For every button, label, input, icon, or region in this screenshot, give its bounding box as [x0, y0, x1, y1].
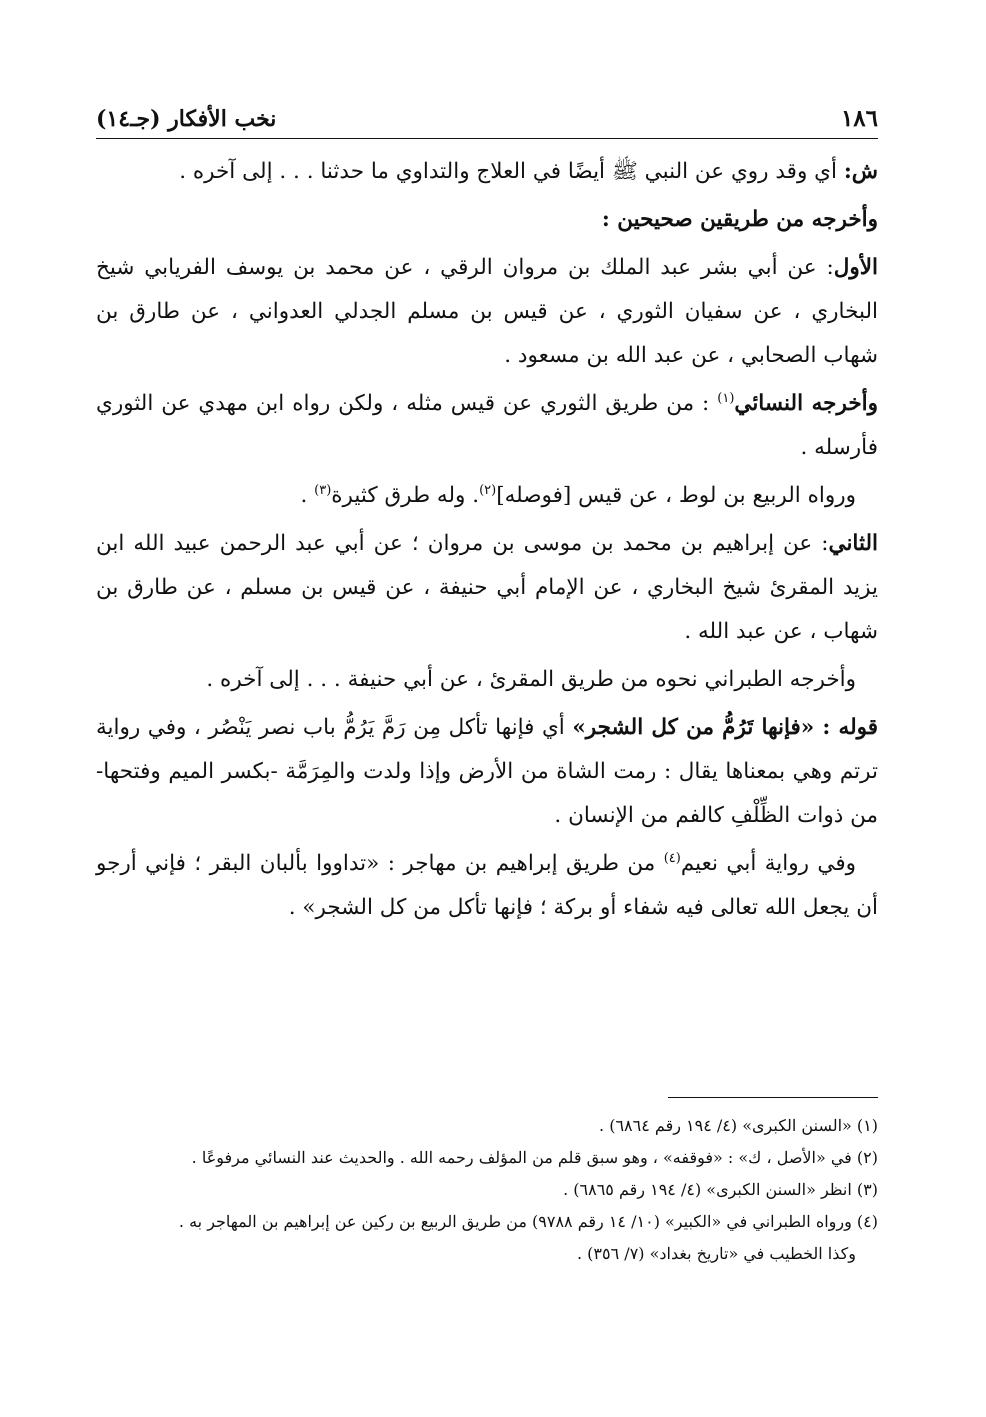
paragraph-first-chain — [96, 246, 878, 378]
footnote-3: (٣) انظر «السنن الكبرى» (٤/ ١٩٤ رقم ٦٨٦٥) . — [563, 1180, 878, 1199]
paragraph-lead: قوله : «فإنها تَرُمُّ من كل الشجر» — [572, 715, 879, 740]
paragraph-text: : عن أبي بشر عبد الملك بن مروان الرقي ، عن محمد بن يوسف الفريابي شيخ البخاري ، عن سفيان الثوري ، عن قيس بن مسلم الجدلي العدواني ، عن طارق بن شهاب الصحابي ، عن عبد الله بن مسعود . — [96, 255, 878, 368]
paragraph-text: أي فإنها تأكل مِن رَمَّ يَرُمُّ باب نصر يَنْصُر ، وفي رواية ترتم وهي بمعناها يقال : رمت الشاة من الأرض وإذا ولدت والمِرَمَّة -بكسر الميم وفتحها- من ذوات الظِّلْفِ كالفم من الإنسان . — [96, 715, 878, 828]
paragraph-text: . وله طرق كثيرة — [331, 483, 480, 508]
paragraph-heading — [96, 198, 878, 242]
footnotes — [96, 1110, 878, 1270]
paragraph-qawluhu — [96, 706, 878, 838]
paragraph-rabi — [96, 474, 878, 518]
footnote-divider — [668, 1097, 878, 1098]
paragraph-lead: الثاني — [828, 531, 878, 556]
paragraph-lead: وأخرجه من طريقين صحيحين : — [601, 207, 878, 232]
footnote-ref: (١) — [717, 390, 735, 406]
paragraph-text: من طريق إبراهيم بن مهاجر : «تداووا بألبان البقر ؛ فإني أرجو أن يجعل الله تعالى فيه شفاء أو بركة ؛ فإنها تأكل من كل الشجر» . — [96, 851, 878, 920]
main-text — [96, 150, 878, 934]
footnote-2: (٢) في «الأصل ، ك» : «فوقفه» ، وهو سبق قلم من المؤلف رحمه الله . والحديث عند النسائي مرفوعًا . — [191, 1148, 878, 1167]
paragraph-second-chain — [96, 522, 878, 654]
page-number: ١٨٦ — [840, 105, 878, 132]
paragraph-tabarani — [96, 658, 878, 702]
paragraph-text: وأخرجه الطبراني نحوه من طريق المقرئ ، عن أبي حنيفة . . . إلى آخره . — [206, 667, 856, 692]
paragraph-text: : من طريق الثوري عن قيس مثله ، ولكن رواه ابن مهدي عن الثوري فأرسله . — [96, 391, 878, 460]
paragraph-text: أي وقد روي عن النبي ﷺ أيضًا في العلاج والتداوي ما حدثنا . . . إلى آخره . — [179, 159, 844, 184]
paragraph-text: ورواه الربيع بن لوط ، عن قيس [فوصله] — [496, 483, 856, 508]
paragraph-text: وفي رواية أبي نعيم — [680, 851, 856, 876]
page-header — [96, 92, 878, 139]
footnote-1: (١) «السنن الكبرى» (٤/ ١٩٤ رقم ٦٨٦٤) . — [599, 1116, 878, 1135]
footnote-ref: (٤) — [663, 850, 681, 866]
paragraph-sh — [96, 150, 878, 194]
footnote-4-continued: وكذا الخطيب في «تاريخ بغداد» (٧/ ٣٥٦) . — [577, 1244, 856, 1263]
footnote-ref: (٢) — [479, 482, 497, 498]
paragraph-lead: ش: — [843, 159, 878, 184]
paragraph-abu-nuaym — [96, 842, 878, 930]
paragraph-lead: وأخرجه النسائي — [734, 391, 878, 416]
paragraph-text: : عن إبراهيم بن محمد بن موسى بن مروان ؛ عن أبي عبد الرحمن عبيد الله ابن يزيد المقرئ شيخ البخاري ، عن الإمام أبي حنيفة ، عن قيس بن مسلم ، عن طارق بن شهاب ، عن عبد الله . — [96, 531, 878, 644]
running-title: نخب الأفكار (جـ١٤) — [96, 106, 277, 132]
paragraph-nasai — [96, 382, 878, 470]
paragraph-text: . — [300, 483, 315, 508]
paragraph-lead: الأول — [833, 255, 878, 280]
footnote-4: (٤) ورواه الطبراني في «الكبير» (١٠/ ١٤ رقم ٩٧٨٨) من طريق الربيع بن ركين عن إبراهيم بن المهاجر به . — [178, 1212, 878, 1231]
footnote-ref: (٣) — [314, 482, 332, 498]
